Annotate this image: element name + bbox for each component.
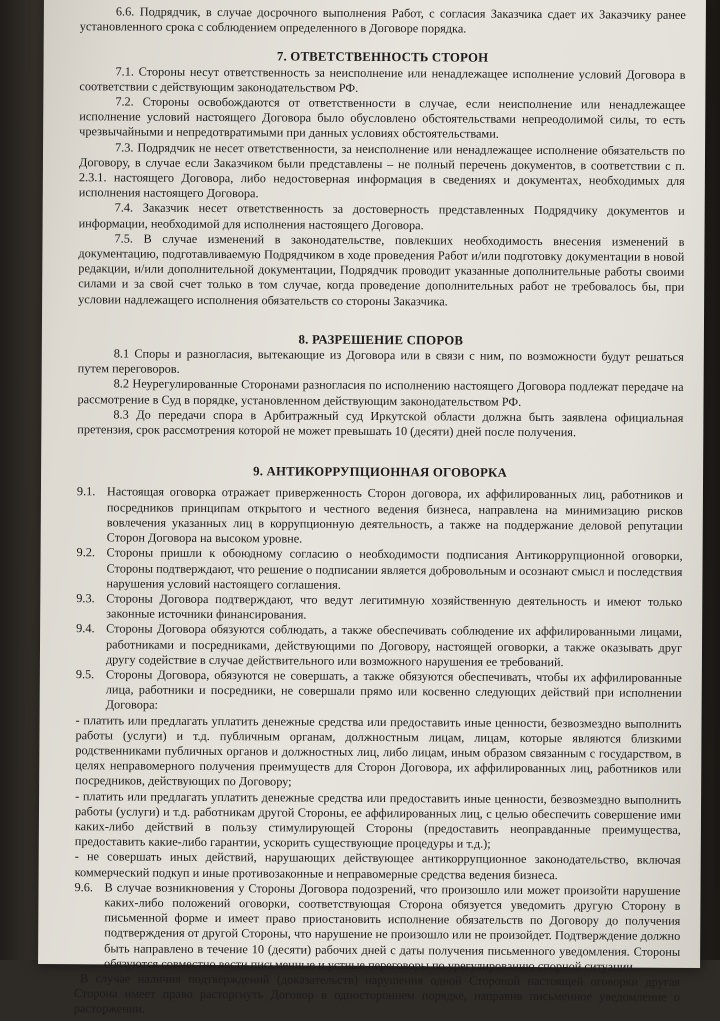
clause-7-4: 7.4. Заказчик несет ответственность за достоверность представленных Подрядчику документов и информации, необходимой для исполнения настоящего Договора. xyxy=(78,200,685,232)
clause-text: Стороны пришли к обоюдному согласию о необходимости подписания Антикоррупционной оговорки, Стороны подтверждают, что решение о подписании является добровольным и осознают смысл и последствия нарушения условий настоящего соглашения. xyxy=(106,545,683,592)
clause-9-5 xyxy=(76,667,682,716)
clause-8-3: 8.3 До передачи спора в Арбитражный суд Иркутской области должна быть заявлена официальная претензия, срок рассмотрения которой не может превышать 10 (десяти) дней после получения. xyxy=(77,407,684,440)
clause-7-1: 7.1. Стороны несут ответственность за неисполнение или ненадлежащее исполнение условий Договора в соответствии с действующим законодательством РФ. xyxy=(79,64,686,95)
clause-text: Настоящая оговорка отражает приверженность Сторон договора, их аффилированных лиц, работников и посредников принципам открытого и честного ведения бизнеса, направлена на минимизацию рисков вовлечения указанных лиц в коррупционную деятельность, а также на поддержание деловой репутации Сторон Договора на высоком уровне. xyxy=(106,484,683,546)
clause-9-3 xyxy=(76,591,682,625)
list-item-dash-2: - платить или предлагать уплатить денежные средства или предоставить иные ценности, безвозмездно выполнить работы (услуги) и т.д. работникам другой Стороны, ее аффилированных лиц, с целью обеспечить совершение ими каких-либо действий в пользу стимулирующей Стороны (предоставить неоправданные преимущества, предоставить какие-либо гарантии, ускорить существующие процедуры и т.д.); xyxy=(74,788,682,851)
clause-7-3: 7.3. Подрядчик не несет ответственности, за неисполнение или ненадлежащее исполнение обязательств по Договору, в случае если Заказчиком были представлены – не полный перечень документов, в соответствии с п. 2.3.1. настоящего Договора, либо недостоверная информация в сведениях и документах, необходимых для исполнения настоящего Договора. xyxy=(78,140,686,201)
clause-7-5: 7.5. В случае изменений в законодательстве, повлекших необходимость внесения изменений в документацию, подготавливаемую Подрядчиком в ходе проведения Работ и/или подготовку документации в новой редакции, и/или дополнительной документации, Подрядчик проводит указанные дополнительные работы своими силами и за свой счет только в том случае, когда проведение дополнительных работ не требовалось бы, при условии надлежащего исполнения обязательств со стороны Заказчика. xyxy=(78,231,685,309)
section-8-heading: 8. РАЗРЕШЕНИЕ СПОРОВ xyxy=(298,332,464,348)
clause-9-4 xyxy=(76,621,682,670)
clause-6-6: 6.6. Подрядчик, в случае досрочного выполнения Работ, с согласия Заказчика сдает их Заказчику ранее установленного срока с соблюдением определенного в Договоре порядка. xyxy=(79,4,686,36)
clause-text: Стороны Договора, обязуются не совершать, а также обязуются обеспечивать, чтобы их аффилированные лица, работники и посредники, не совершали прямо или косвенно следующих действий при исполнении Договора: xyxy=(105,667,682,713)
list-item-dash-1: - платить или предлагать уплатить денежные средства или предоставить иные ценности, безвозмездно выполнить работы (услуги) и т.д. публичным органам, должностным лицам, лицам, которые являются близкими родственниками публичных органов и должностных лиц, либо лицам, иным образом связанным с государством, в целях неправомерного получения преимуществ для Сторон Договора, их аффилированных лиц, работников или посредников, действующих по Договору; xyxy=(75,712,682,789)
clause-number: 9.6. xyxy=(74,879,94,895)
clause-8-1: 8.1 Споры и разногласия, вытекающие из Договора или в связи с ним, по возможности будут решаться путем переговоров. xyxy=(77,346,684,377)
clause-termination: В случае наличия подтверждений (доказательств) нарушения одной Стороной настоящей оговорки другая Сторона имеет право расторгнуть Договор в одностороннем порядке, направив письменное уведомление о расторжении. xyxy=(73,971,681,1017)
clause-text: Стороны Договора обязуются соблюдать, а также обеспечивать соблюдение их аффилированными лицами, работниками и посредниками, действующими по Договору, настоящей оговорки, а также оказывать друг другу содействие в случае действительного или возможного нарушения ее требований. xyxy=(105,621,683,669)
list-item-dash-3: - не совершать иных действий, нарушающих действующее антикоррупционное законодательство, включая коммерческий подкуп и иные противозаконные и неправомерные средства ведения бизнеса. xyxy=(74,849,681,882)
clause-number: 9.1. xyxy=(76,484,96,499)
section-9-heading: 9. АНТИКОРРУПЦИОННАЯ ОГОВОРКА xyxy=(253,464,508,481)
clause-number: 9.4. xyxy=(76,621,95,636)
document-page xyxy=(38,0,706,1017)
document-content xyxy=(74,4,686,1020)
clause-9-6 xyxy=(74,880,681,975)
clause-number: 9.5. xyxy=(75,667,95,682)
clause-text: Стороны Договора подтверждают, что ведут легитимную хозяйственную деятельность и имеют только законные источники финансирования. xyxy=(106,591,683,622)
clause-9-1 xyxy=(77,485,683,550)
section-7-heading: 7. ОТВЕТСТВЕННОСТЬ СТОРОН xyxy=(276,49,489,66)
clause-number: 9.3. xyxy=(76,591,95,606)
clause-9-2 xyxy=(76,545,682,594)
clause-number: 9.2. xyxy=(76,545,96,560)
clause-7-2: 7.2. Стороны освобождаются от ответственности в случае, если неисполнение или ненадлежащее исполнение условий настоящего Договора было обусловлено обстоятельствами непреодолимой силы, то есть чрезвычайными и непредотвратимыми при данных условиях обстоятельствами. xyxy=(79,94,686,142)
clause-8-2: 8.2 Неурегулированные Сторонами разногласия по исполнению настоящего Договора подлежат передаче на рассмотрение в Суд в порядке, установленном действующим законодательством РФ. xyxy=(77,376,684,409)
clause-text: В случае возникновения у Стороны Договора подозрений, что произошло или может произойти нарушение каких-либо положений оговорки, соответствующая Сторона обязуется уведомить другую Сторону в письменной форме и имеет право приостановить исполнение обязательств по Договору до получения подтверждения от другой Стороны, что нарушение не произошло или не произойдет. Подтверждение должно быть направлено в течение 10 (десяти) рабочих дней с даты получения письменного уведомления. Стороны обязуются совместно вести письменные и устные переговоры по урегулированию спорной ситуации. xyxy=(104,880,681,974)
